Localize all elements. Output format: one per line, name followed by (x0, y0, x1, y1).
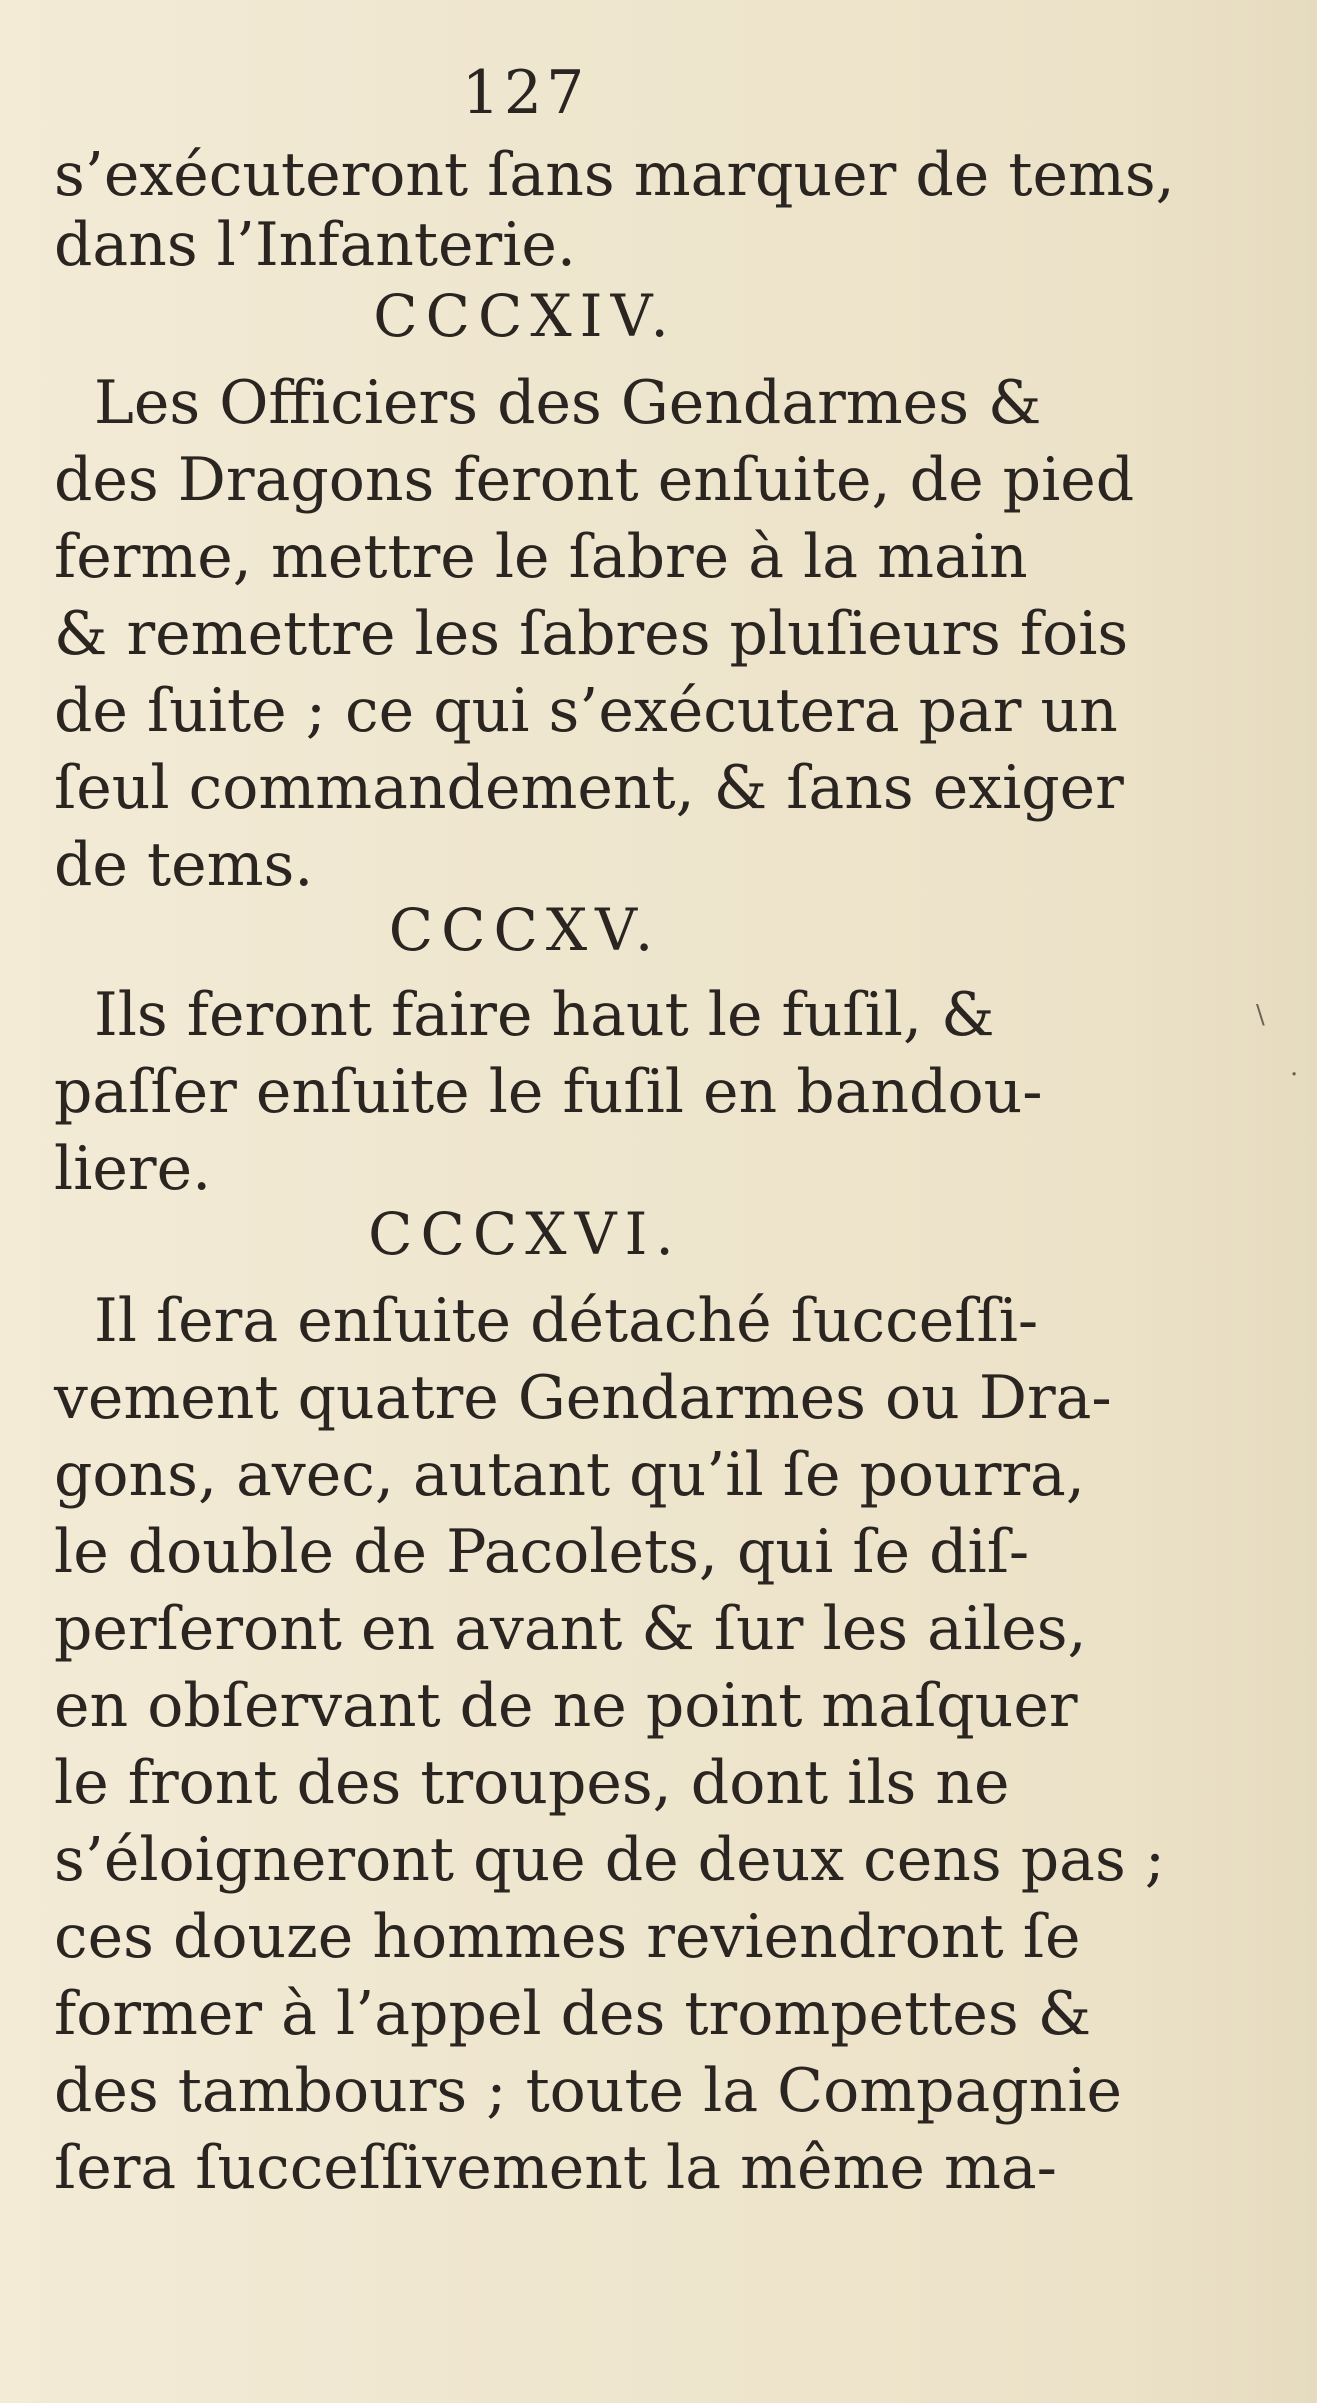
text-line: des tambours ; toute la Compagnie (54, 2056, 1123, 2126)
text-line: le front des troupes, dont ils ne (54, 1748, 1010, 1818)
text-line: paſſer enſuite le fuſil en bandou- (54, 1057, 1043, 1127)
text-line: Les Officiers des Gendarmes & (94, 368, 1042, 438)
text-line: ſeul commandement, & ſans exiger (54, 753, 1124, 823)
text-line: ſera ſucceſſivement la même ma- (54, 2133, 1057, 2203)
text-line: gons, avec, autant qu’il ſe pourra, (54, 1440, 1085, 1510)
text-line: Ils feront faire haut le fuſil, & (94, 980, 995, 1050)
text-line: & remettre les ſabres pluſieurs fois (54, 599, 1129, 669)
section-heading: CCCXV. (388, 896, 662, 964)
section-heading: CCCXIV. (373, 282, 677, 350)
text-line: de ſuite ; ce qui s’exécutera par un (54, 676, 1118, 746)
text-line: dans l’Infanterie. (54, 210, 576, 280)
text-line: en obſervant de ne point maſquer (54, 1671, 1078, 1741)
text-line: s’exécuteront ſans marquer de tems, (54, 140, 1175, 210)
margin-mark: · (1290, 1060, 1299, 1090)
text-line: liere. (54, 1134, 212, 1204)
text-line: de tems. (54, 830, 314, 900)
margin-mark: \ (1256, 1000, 1265, 1030)
text-line: ferme, mettre le ſabre à la main (54, 522, 1028, 592)
text-line: former à l’appel des trompettes & (54, 1979, 1092, 2049)
section-heading: CCCXVI. (368, 1200, 682, 1268)
text-line: s’éloigneront que de deux cens pas ; (54, 1825, 1166, 1895)
text-line: perſeront en avant & ſur les ailes, (54, 1594, 1087, 1664)
text-line: le double de Pacolets, qui ſe diſ- (54, 1517, 1030, 1587)
text-line: des Dragons feront enſuite, de pied (54, 445, 1135, 515)
text-line: Il ſera enſuite détaché ſucceſſi- (94, 1286, 1039, 1356)
page-number: 127 (461, 58, 589, 128)
text-line: vement quatre Gendarmes ou Dra- (54, 1363, 1112, 1433)
text-line: ces douze hommes reviendront ſe (54, 1902, 1081, 1972)
